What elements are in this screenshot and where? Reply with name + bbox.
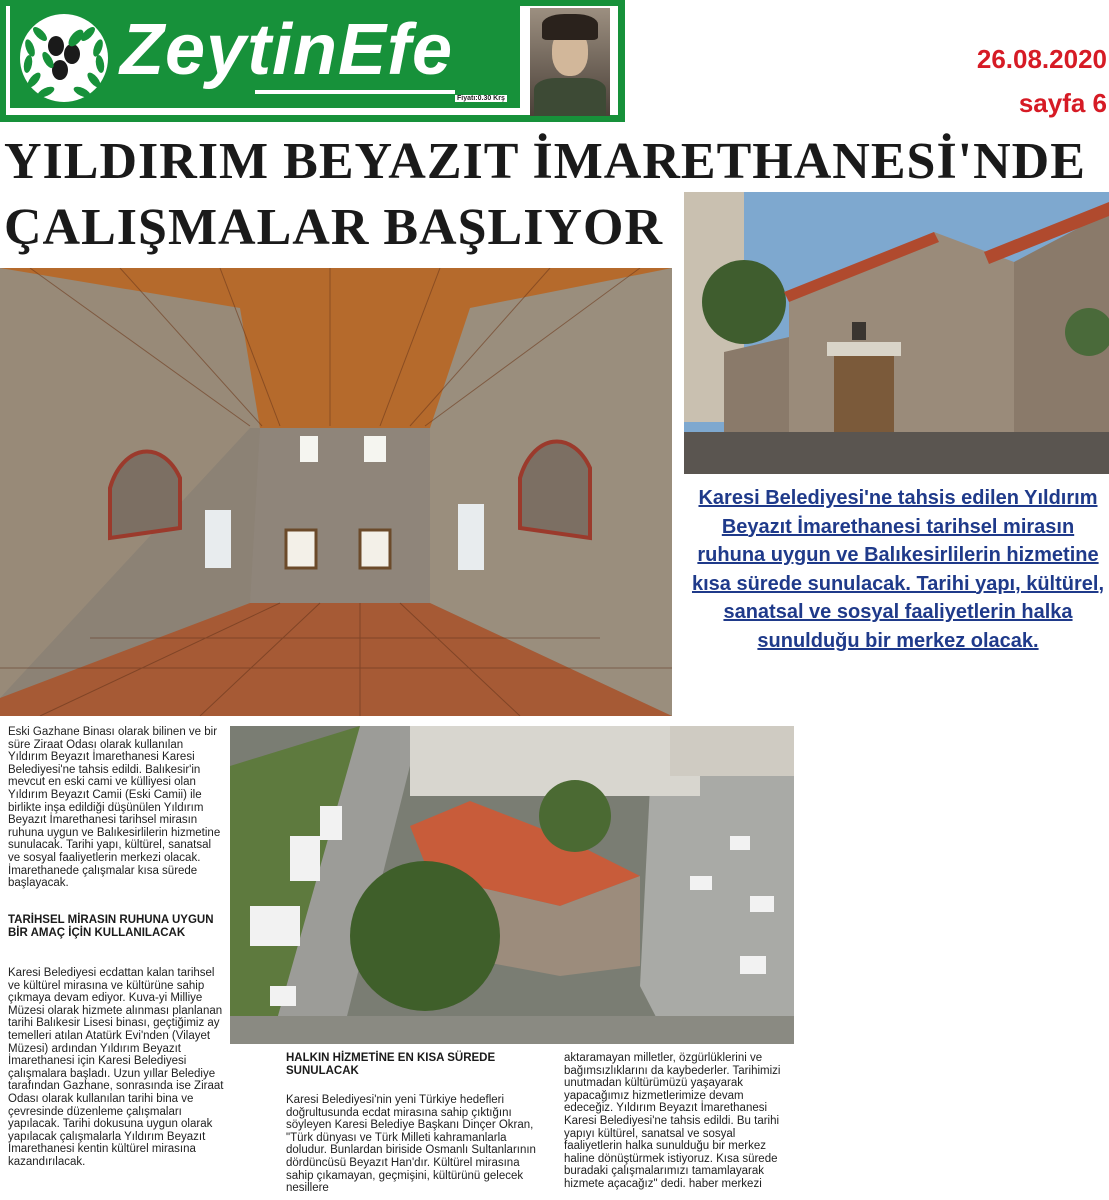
issue-date: 26.08.2020 [976,44,1107,74]
interior-photo [0,268,672,716]
price-label: Fiyatı:0.30 Krş [457,95,505,102]
brand-underline [255,90,455,94]
olive-wreath-icon [14,8,114,108]
article-paragraph-2: Karesi Belediyesi ecdattan kalan tarihsel ve kültürel mirasına ve kültürüne sahip çıkmaya devam ediyor. Kuva-yi Milliye Müzesi olarak hizmete alınması planlanan tarihi Balıkesir Lisesi binası, geçtiğimiz ay temelleri atılan Atatürk Evi'nden (Vilayet Müzesi) ardından Yıldırım Beyazıt İmarethanesi için Karesi Belediyesi çalışmalara başladı. Uzun yıllar Belediye tarafından Gazhane, sonrasında ise Ziraat Odası olarak kullanılan tarihi bina ve çevresinde düzenleme çalışmaları yapılacak. Tarihi dokusuna uygun olarak yapılacak çalışmalarla Yıldırım Beyazıt İmarethanesi kentin kültürel mirasına kazandırılacak. [8,967,224,1168]
exterior-illustration [684,192,1109,474]
headline-line-2: ÇALIŞMALAR BAŞLIYOR [4,199,663,256]
street-illustration [230,726,794,1044]
article-paragraph-1: Eski Gazhane Binası olarak bilinen ve bir süre Ziraat Odası olarak kullanılan Yıldırım Beyazıt İmarethanesi Karesi Belediyesi'ne tahsis edildi. Balıkesir'in mevcut en eski cami ve külliyesi olan Yıldırım Beyazıt Camii (Eski Camii) ile birlikte inşa edildiği düşünülen Yıldırım Beyazıt İmarethanesi tarihsel mirasın ruhuna uygun ve Balıkesirlilerin hizmetine sunulacak. Tarihi yapı, kültürel, sanatsal ve sosyal faaliyetlerin merkezi olacak. İmarethanede çalışmalar kısa sürede başlayacak. [8,726,221,890]
article-paragraph-3: Karesi Belediyesi'nin yeni Türkiye hedefleri doğrultusunda ecdat mirasına sahip çıktığını söyleyen Karesi Belediye Başkanı Dinçer Okran, "Türk dünyası ve Türk Milleti kahramanlarla doludur. Bunlardan biriside Osmanlı Sultanlarının dördüncüsü Beyazıt Han'dır. Kültürel mirasına sahip çıkamayan, geçmişini, kültürünü gelecek nesillere [286,1094,536,1195]
page-number: sayfa 6 [1018,88,1107,118]
lead-paragraph: Karesi Belediyesi'ne tahsis edilen Yıldırım Beyazıt İmarethanesi tarihsel mirasın ruhuna uygun ve Balıkesirlilerin hizmetine kısa sürede sunulacak. Tarihi yapı, kültürel, sanatsal ve sosyal faaliyetlerin halka sunulduğu bir merkez olacak. [691,487,1104,652]
article-subheading-1: TARİHSEL MİRASIN RUHUNA UYGUN BİR AMAÇ İÇİN KULLANILACAK [8,914,214,939]
portrait-coat [534,78,606,116]
portrait-cap [542,14,598,40]
brand-name: ZeytinEfe [120,10,454,90]
interior-illustration [0,268,672,716]
exterior-photo [684,192,1109,474]
article-paragraph-4: aktaramayan milletler, özgürlüklerini ve bağımsızlıklarını da kaybederler. Tarihimizi unutmadan kültürümüzü yaşayarak yapacağımız hizmetlerimize devam edeceğiz. Yıldırım Beyazıt İmarethanesi Karesi Belediyesi'ne tahsis edildi. Bu tarihi yapıyı kültürel, sanatsal ve sosyal faaliyetlerin halka sunulduğu bir merkez haline dönüştürmek istiyoruz. Kısa sürede buradaki çalışmalarımızı tamamlayarak hizmete açacağız" dedi. haber merkezi [564,1052,781,1190]
article-subheading-2: HALKIN HİZMETİNE EN KISA SÜREDE SUNULACAK [286,1052,496,1077]
street-photo [230,726,794,1044]
headline-line-1: YILDIRIM BEYAZIT İMARETHANESİ'NDE [4,133,1086,190]
